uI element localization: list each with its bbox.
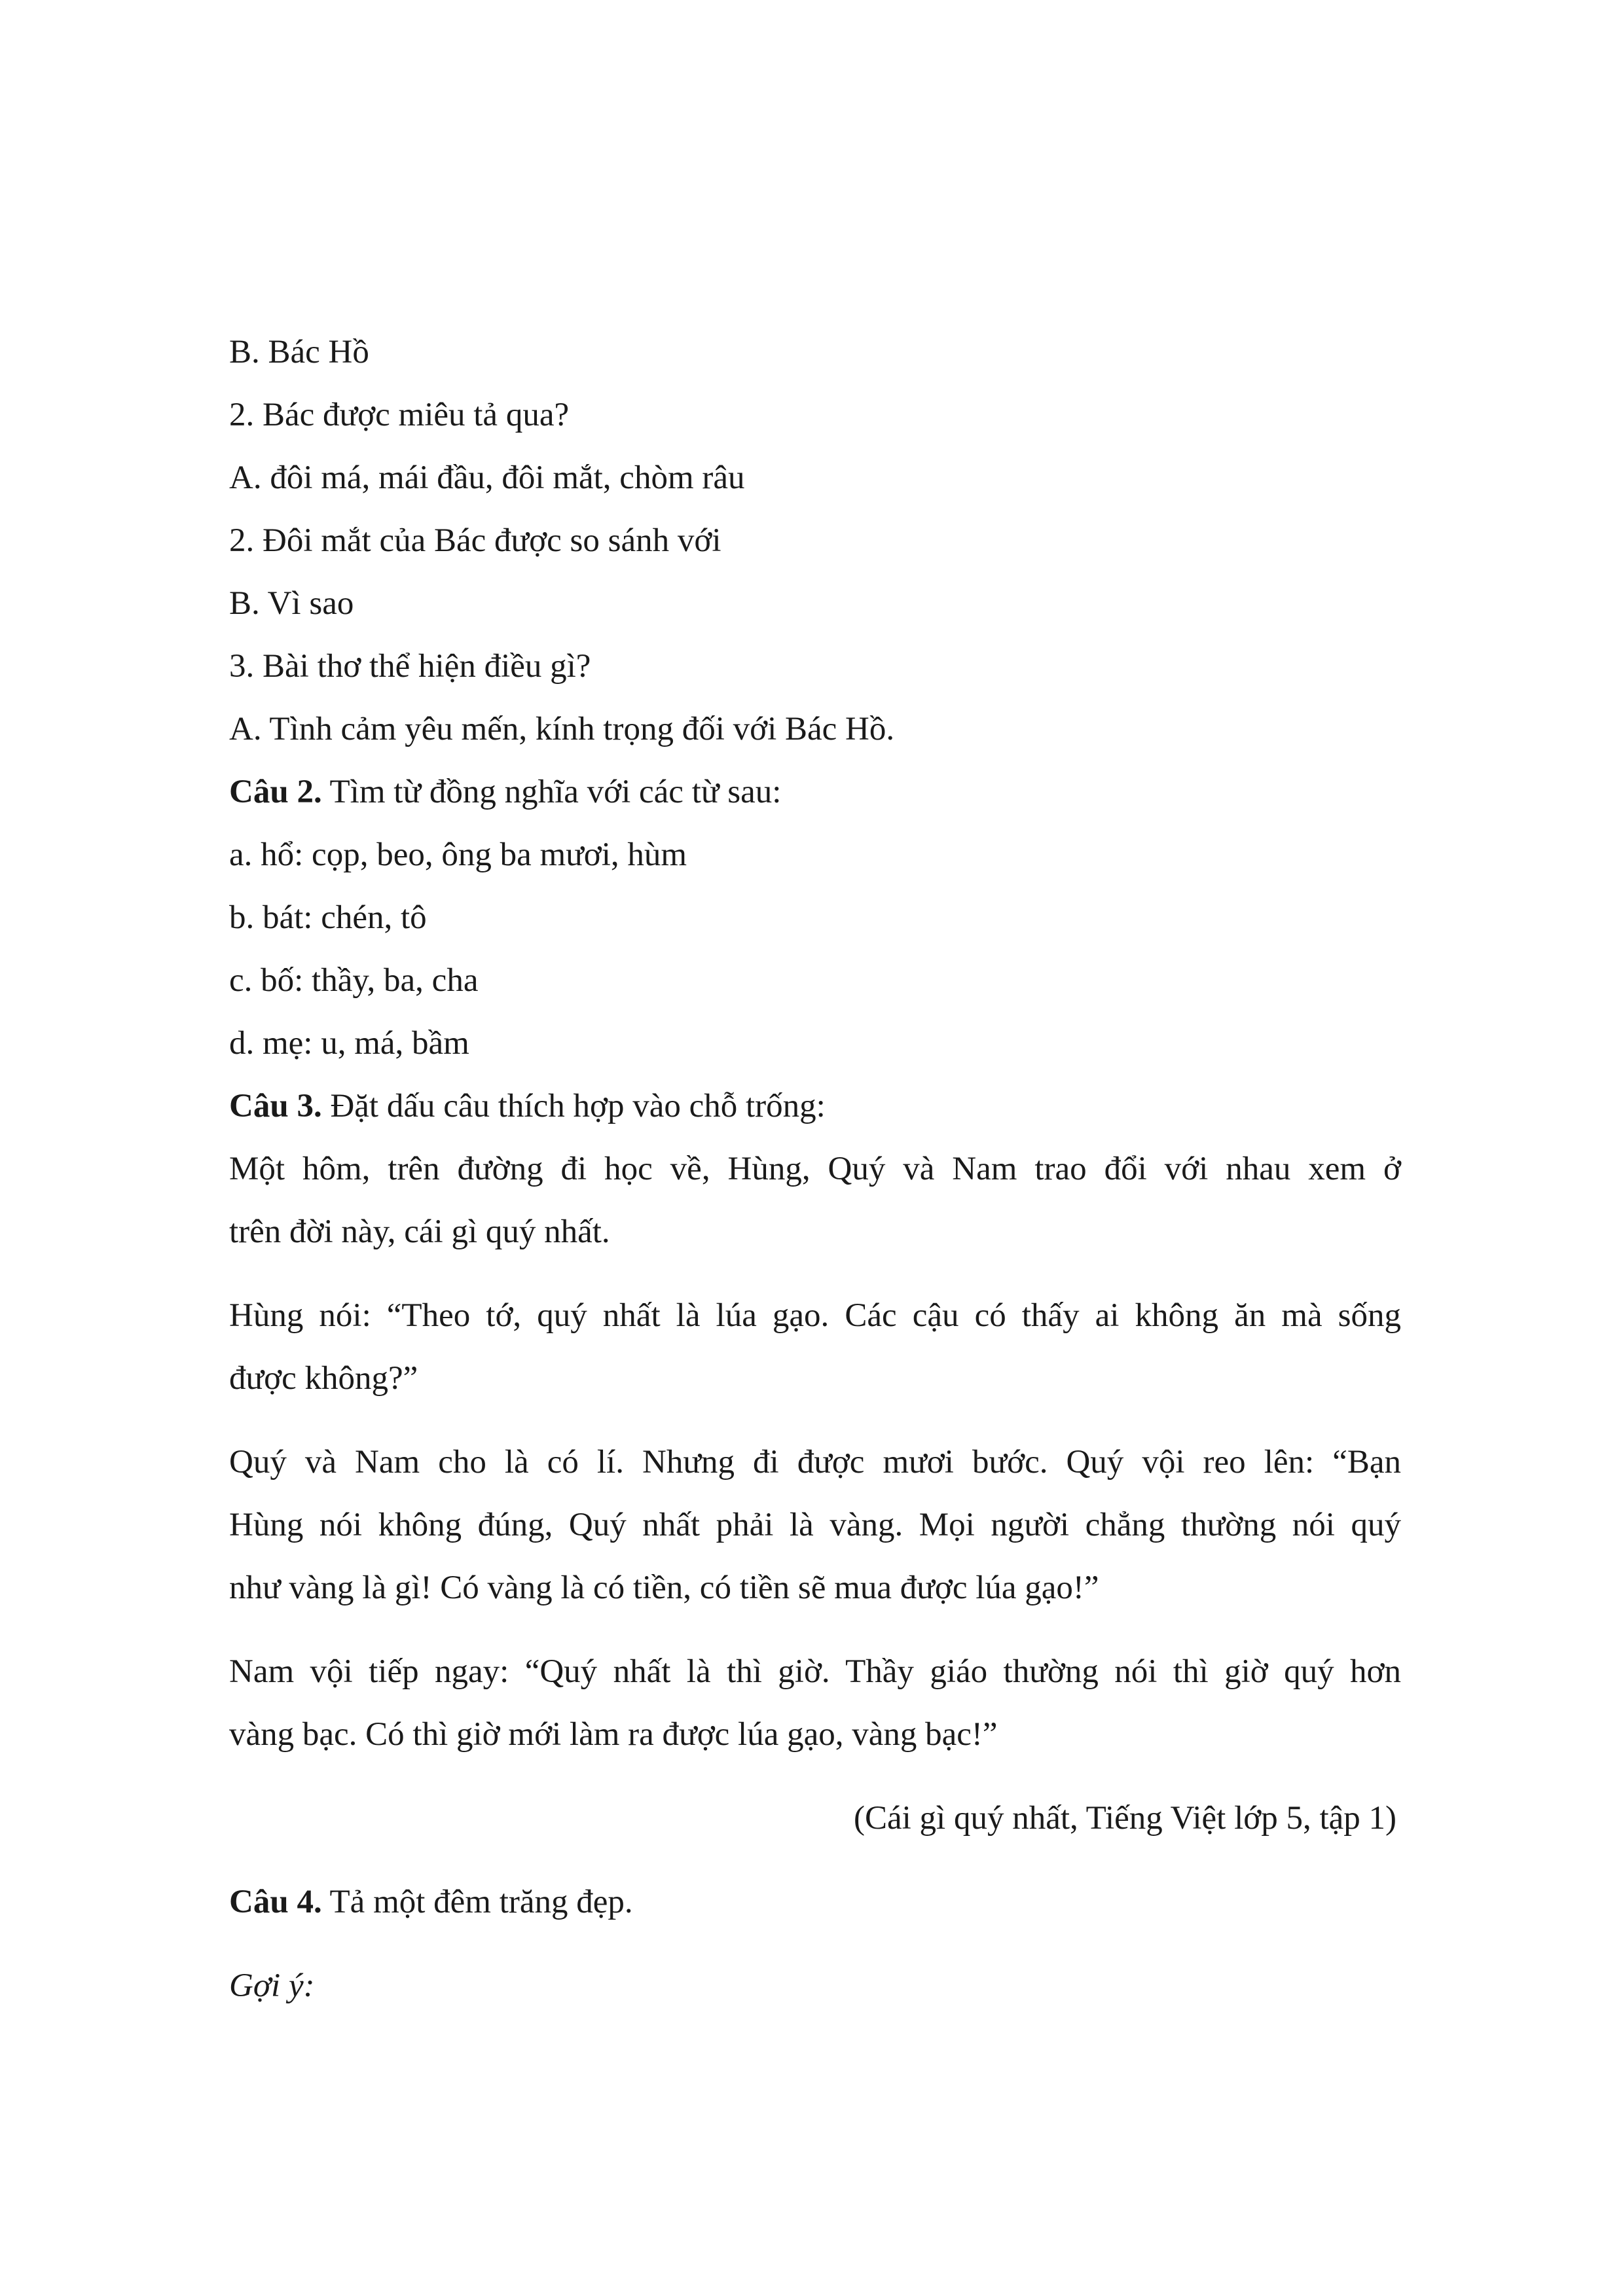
answer-line: A. đôi má, mái đầu, đôi mắt, chòm râu — [229, 459, 745, 496]
cau3-heading — [229, 1090, 1401, 1123]
answer-line: A. Tình cảm yêu mến, kính trọng đối với Bác Hồ. — [229, 711, 895, 747]
cau3-prompt: Đặt dấu câu thích hợp vào chỗ trống: — [321, 1088, 826, 1124]
cau3-paragraph-line: Hùng nói không đúng, Quý nhất phải là vàng. Mọi người chẳng thường nói quý — [229, 1507, 1401, 1543]
cau3-paragraph-line: Nam vội tiếp ngay: “Quý nhất là thì giờ. Thầy giáo thường nói thì giờ quý hơn — [229, 1653, 1401, 1690]
cau2-item: b. bát: chén, tô — [229, 899, 427, 936]
cau3-paragraph-line: Hùng nói: “Theo tớ, quý nhất là lúa gạo. Các cậu có thấy ai không ăn mà sống — [229, 1297, 1401, 1334]
cau3-source: (Cái gì quý nhất, Tiếng Việt lớp 5, tập 1) — [853, 1800, 1396, 1837]
answer-line: B. Vì sao — [229, 585, 354, 622]
cau3-paragraph-line: như vàng là gì! Có vàng là có tiền, có tiền sẽ mua được lúa gạo!” — [229, 1570, 1099, 1606]
cau2-prompt: Tìm từ đồng nghĩa với các từ sau: — [321, 774, 782, 810]
hint-label: Gợi ý: — [229, 1967, 315, 2004]
cau2-item: c. bố: thầy, ba, cha — [229, 962, 479, 999]
cau3-paragraph-line: được không?” — [229, 1360, 418, 1397]
cau2-item: a. hổ: cọp, beo, ông ba mươi, hùm — [229, 836, 687, 873]
cau2-heading — [229, 776, 1401, 809]
question-line: 2. Bác được miêu tả qua? — [229, 397, 570, 433]
cau2-label: Câu 2. — [229, 774, 322, 810]
cau4-prompt: Tả một đêm trăng đẹp. — [321, 1884, 633, 1920]
cau4-label: Câu 4. — [229, 1884, 322, 1920]
question-line: 3. Bài thơ thể hiện điều gì? — [229, 648, 591, 685]
cau3-paragraph-line: trên đời này, cái gì quý nhất. — [229, 1213, 610, 1250]
question-line: 2. Đôi mắt của Bác được so sánh với — [229, 522, 721, 559]
cau3-paragraph-line: Quý và Nam cho là có lí. Nhưng đi được mươi bước. Quý vội reo lên: “Bạn — [229, 1444, 1401, 1480]
cau3-paragraph-line: Một hôm, trên đường đi học về, Hùng, Quý và Nam trao đổi với nhau xem ở — [229, 1151, 1401, 1187]
cau3-label: Câu 3. — [229, 1088, 322, 1124]
cau4-heading — [229, 1886, 1401, 1919]
answer-line: B. Bác Hồ — [229, 334, 369, 370]
cau2-item: d. mẹ: u, má, bầm — [229, 1025, 469, 1062]
cau3-paragraph-line: vàng bạc. Có thì giờ mới làm ra được lúa gạo, vàng bạc!” — [229, 1716, 998, 1753]
